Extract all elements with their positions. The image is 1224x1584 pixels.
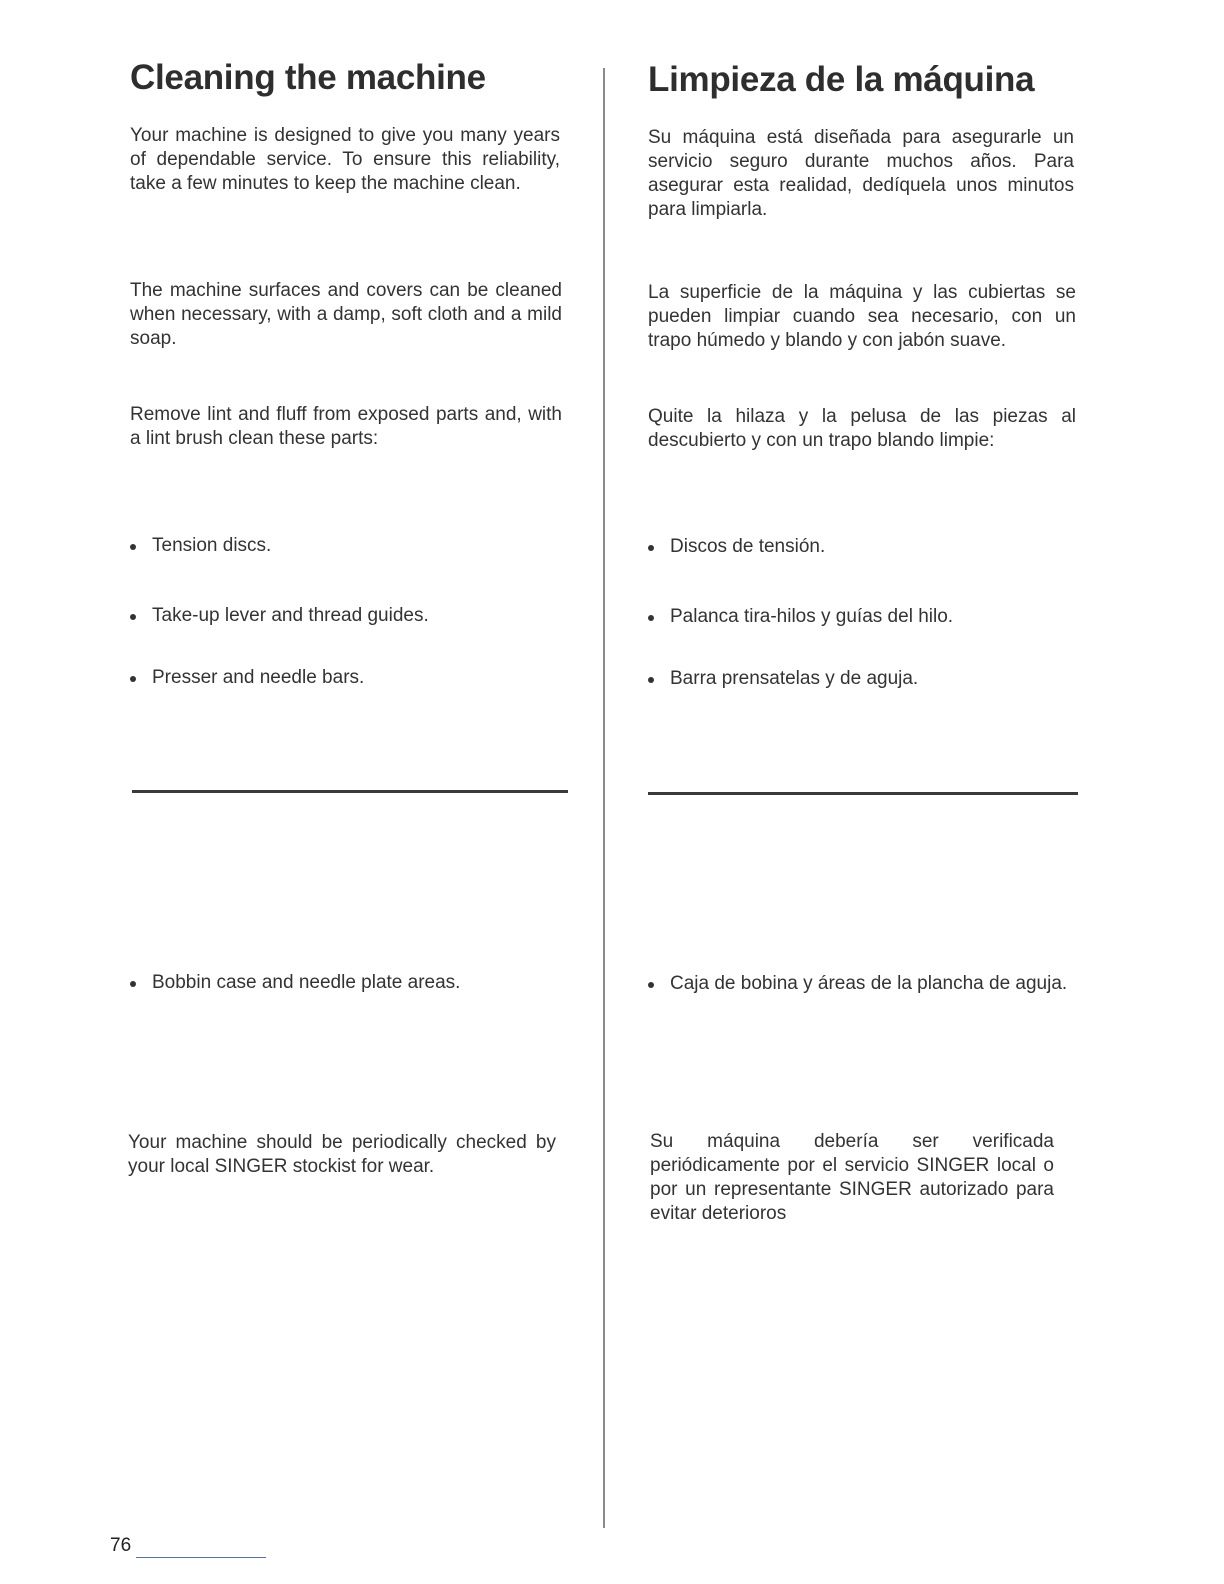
bullet-text: Bobbin case and needle plate areas. [152, 972, 461, 993]
spanish-lint-paragraph: Quite la hilaza y la pelusa de las piezas al descubierto y con un trapo blando limpie: [648, 406, 1076, 451]
spanish-bullet-tension-discs [648, 535, 825, 559]
bullet-dot-icon [648, 615, 654, 621]
spanish-bullet-bobbin-case [648, 972, 1076, 996]
spanish-intro-paragraph: Su máquina está diseñada para asegurarle un servicio seguro durante muchos años. Para asegurar esta realidad, dedíquela unos minutos para limpiarla. [648, 127, 1074, 220]
english-bullet-take-up-lever [130, 604, 429, 628]
bullet-dot-icon [130, 614, 136, 620]
english-section-rule [132, 790, 568, 793]
english-surfaces-paragraph: The machine surfaces and covers can be cleaned when necessary, with a damp, soft cloth and a mild soap. [130, 280, 562, 349]
bullet-text: Discos de tensión. [670, 536, 826, 557]
bullet-text: Tension discs. [152, 535, 272, 556]
english-title: Cleaning the machine [130, 58, 486, 97]
page-number: 76 [110, 1535, 132, 1556]
footer-underline [136, 1557, 266, 1558]
bullet-dot-icon [648, 545, 654, 551]
bullet-dot-icon [130, 544, 136, 550]
spanish-bullet-presser-bars [648, 667, 918, 691]
bullet-dot-icon [130, 676, 136, 682]
bullet-dot-icon [648, 677, 654, 683]
bullet-text: Barra prensatelas y de aguja. [670, 668, 919, 689]
bullet-text: Take-up lever and thread guides. [152, 605, 429, 626]
bullet-text: Palanca tira-hilos y guías del hilo. [670, 606, 954, 627]
english-intro-paragraph: Your machine is designed to give you many years of dependable service. To ensure this reliability, take a few minutes to keep the machine clean. [130, 125, 560, 194]
spanish-surfaces-paragraph: La superficie de la máquina y las cubiertas se pueden limpiar cuando sea necesario, con un trapo húmedo y blando y con jabón suave. [648, 282, 1076, 351]
column-divider [603, 68, 605, 1528]
english-bullet-presser-bars [130, 666, 364, 690]
bullet-dot-icon [130, 981, 136, 987]
spanish-periodic-paragraph: Su máquina debería ser verificada periódicamente por el servicio SINGER local o por un representante SINGER autorizado para evitar deterioros [650, 1131, 1054, 1224]
bullet-dot-icon [648, 982, 654, 988]
spanish-title: Limpieza de la máquina [648, 60, 1035, 99]
english-bullet-bobbin-case [130, 971, 460, 995]
bullet-text: Presser and needle bars. [152, 667, 365, 688]
english-periodic-paragraph: Your machine should be periodically checked by your local SINGER stockist for wear. [128, 1132, 556, 1177]
english-lint-paragraph: Remove lint and fluff from exposed parts and, with a lint brush clean these parts: [130, 404, 562, 449]
spanish-bullet-take-up-lever [648, 605, 953, 629]
spanish-section-rule [648, 792, 1078, 795]
bullet-text: Caja de bobina y áreas de la plancha de aguja. [670, 973, 1068, 994]
english-bullet-tension-discs [130, 534, 271, 558]
